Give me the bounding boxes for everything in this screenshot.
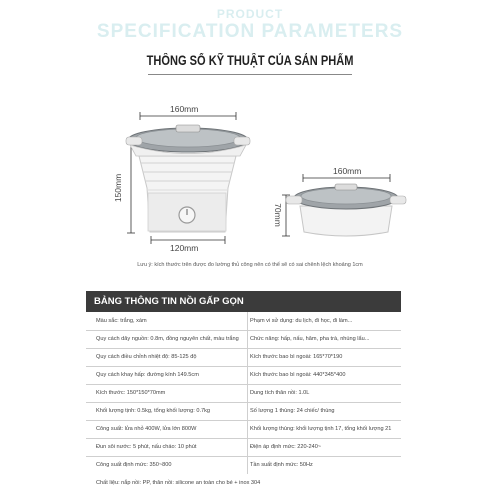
spec-cell-left: Màu sắc: trắng, xám: [96, 318, 147, 324]
spec-row-material: [86, 474, 401, 492]
header-spec-params: SPECIFICATION PARAMETERS: [96, 21, 404, 42]
spec-row-2: [86, 330, 401, 349]
spec-row-8: [86, 438, 401, 457]
spec-table-header: BẢNG THÔNG TIN NỒI GẤP GỌN: [86, 291, 401, 312]
spec-row-6: [86, 402, 401, 421]
spec-cell-left: Quy cách điều chỉnh nhiệt độ: 85-125 độ: [96, 354, 197, 360]
spec-row-7: [86, 420, 401, 439]
spec-cell-right: Điện áp định mức: 220-240~: [250, 444, 322, 450]
spec-cell-right: Khối lượng thùng: khối lượng tịnh 17, tổng khối lượng 21: [250, 426, 392, 432]
spec-cell-full: Chất liệu: nắp nồi: PP, thân nồi: silicone an toàn cho bé + inox 304: [96, 480, 261, 486]
page-title: THÔNG SỐ KỸ THUẬT CỦA SẢN PHẨM: [146, 53, 354, 68]
spec-row-1: [86, 312, 401, 331]
small-pot: [286, 184, 406, 236]
spec-cell-left: Đun sôi nước: 5 phút, nấu cháo: 10 phút: [96, 444, 197, 450]
spec-row-4: [86, 366, 401, 385]
spec-cell-right: Chức năng: hấp, nấu, hâm, pha trà, nhúng lẩu...: [250, 336, 370, 342]
spec-cell-right: Kích thước bao bì ngoài: 165*70*190: [250, 354, 343, 360]
spec-cell-left: Quy cách khay hấp: đường kính 149.5cm: [96, 372, 199, 378]
dim-big-height: 150mm: [113, 173, 124, 203]
spec-cell-right: Kích thước bao bì ngoài: 440*345*400: [250, 372, 346, 378]
spec-cell-right: Tần suất định mức: 50Hz: [250, 462, 313, 468]
spec-cell-right: Phạm vi sử dụng: du lịch, đi học, đi làm...: [250, 318, 353, 324]
measurement-note: Lưu ý: kích thước trên được đo lường thủ công nên có thể sẽ có sai chênh lệch khoảng 1cm: [137, 262, 363, 268]
spec-cell-left: Khối lượng tịnh: 0.5kg, tổng khối lượng: 0.7kg: [96, 408, 211, 414]
spec-cell-left: Công suất: lửa nhỏ 400W, lửa lớn 800W: [96, 426, 197, 432]
dim-small-height: 70mm: [272, 203, 283, 227]
dim-big-bottom-width: 120mm: [170, 243, 199, 253]
spec-cell-left: Kích thước: 150*150*70mm: [96, 390, 166, 396]
dim-small-width: 160mm: [333, 166, 362, 176]
spec-cell-right: Số lượng 1 thùng: 24 chiếc/ thùng: [250, 408, 335, 414]
spec-cell-left: Công suất định mức: 350~800: [96, 462, 172, 468]
spec-row-3: [86, 348, 401, 367]
dim-big-top-width: 160mm: [170, 104, 199, 114]
spec-row-9: [86, 456, 401, 475]
spec-cell-right: Dung tích thân nồi: 1.0L: [250, 390, 310, 396]
spec-row-5: [86, 384, 401, 403]
big-pot: [126, 125, 250, 232]
header-product: PRODUCT: [216, 7, 284, 21]
spec-cell-left: Quy cách dây nguồn: 0.8m, đồng nguyên chất, màu trắng: [96, 336, 239, 342]
